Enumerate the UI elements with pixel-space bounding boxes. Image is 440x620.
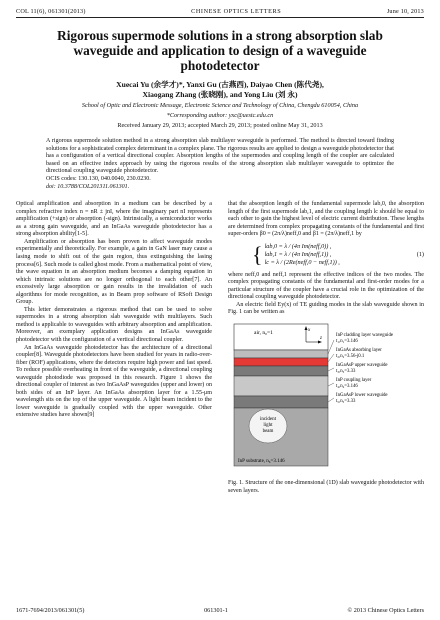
equation-brace: { xyxy=(252,242,263,268)
author-list xyxy=(16,80,424,100)
paragraph: An electric field Ey(x) of TE guiding modes in the slab waveguide shown in Fig. 1 can be written as xyxy=(228,301,424,316)
incident-label: beam xyxy=(262,428,274,434)
leader-line xyxy=(328,354,334,362)
waveguide-structure-diagram xyxy=(228,322,424,474)
page-number: 061301-1 xyxy=(204,607,228,614)
z-axis-label: z xyxy=(320,335,322,341)
layer-ingaasp-upper xyxy=(234,366,328,376)
incident-label: light xyxy=(263,422,273,428)
abstract xyxy=(46,138,394,191)
paper-title: Rigorous supermode solutions in a strong absorption slab waveguide and application to design of a waveguide photodetector xyxy=(57,28,383,73)
layer-name: InGaAs absorbing layer xyxy=(336,347,382,353)
layer-ingaas-absorber xyxy=(234,358,328,366)
figure-1 xyxy=(228,322,424,494)
paragraph: Optical amplification and absorption in a medium can be described by a complex refractive index n = nR ± jnI, where the imaginary part nI represents amplification (+sign) or absorption (-sign). Intrinsically, a semiconductor works as a strong gain waveguide, and an InGaAs waveguide photodetector has a strong absorption ability[1-5]. xyxy=(16,201,212,238)
received-dates: Received January 29, 2013; accepted March 29, 2013; posted online May 31, 2013 xyxy=(117,122,323,129)
layer-params: t₄,n₄=3.146 xyxy=(336,383,358,389)
layer-inp-cladding xyxy=(234,350,328,358)
issn: 1671-7694/2013/061301(5) xyxy=(16,607,85,614)
journal-volume: COL 11(6), 061301(2013) xyxy=(16,8,86,15)
air-region xyxy=(234,324,328,350)
equation-number: (1) xyxy=(416,251,424,259)
paragraph: where neff,0 and neff,1 represent the effective indices of the two modes. The complex propagating constants of the fundamental and first-order modes for a particular structure of the coupler have a crucial role in the optimization of the directional coupling waveguide photodetector. xyxy=(228,271,424,301)
layer-inp-coupling xyxy=(234,376,328,396)
ocis-codes: OCIS codes: 130.130, 040.0040, 230.0230. xyxy=(46,175,151,182)
doi xyxy=(46,184,394,192)
leader-line xyxy=(328,383,334,386)
running-header xyxy=(16,8,424,18)
authors-line-1: Xuecai Yu (余学才)*, Yanxi Gu (古燕西), Daiyao Chen (陈代尧), xyxy=(116,80,324,89)
equation-line: lab,1 = λ / (4π Im(neff,1)) , xyxy=(264,251,332,259)
abstract-text: A rigorous supermode solution method in a strong absorption slab multilayer waveguide is performed. The method is directed toward finding solutions for a sophisticated complex determinant in a complex plane. The rigorous results are applied to design a waveguide photodetector that has a configuration of a vertical directional coupler. Absorption lengths of the supermodes and coupling length of the coupler are calculated based on an effective index approach by using the rigorous results of the strong absorption slab multilayer waveguide to optimize the directional coupling waveguide photodetector. xyxy=(46,138,394,175)
affiliation: School of Optic and Electronic Message, Electronic Science and Technology of China, Chengdu 610054, China xyxy=(81,102,359,109)
layer-params: t₅,n₅=3.33 xyxy=(336,398,356,404)
layer-ingaasp-lower xyxy=(234,396,328,408)
leader-line xyxy=(328,398,334,402)
air-label: air, n₀=1 xyxy=(254,329,273,336)
equation-lines xyxy=(265,243,340,268)
equation-line: lab,0 = λ / (4π Im(neff,0)) , xyxy=(264,242,332,250)
layer-params: t₃,n₃=3.33 xyxy=(336,368,356,374)
equation-line: lc = λ / (2Re(neff,0 − neff,1)) , xyxy=(264,259,340,267)
substrate-label: InP substrate, n₆=3.146 xyxy=(238,458,285,464)
page-footer xyxy=(16,607,424,614)
layer-params: t₂,n₂=3.56-j0.1 xyxy=(336,353,365,359)
leader-line xyxy=(328,340,334,354)
equation-1 xyxy=(228,243,424,268)
layer-name: InGaAsP lower waveguide xyxy=(336,392,388,398)
layer-name: InP cladding layer waveguide xyxy=(336,332,393,338)
leader-line xyxy=(328,368,334,371)
incident-label: incident xyxy=(259,416,277,422)
copyright: © 2013 Chinese Optics Letters xyxy=(347,607,424,614)
layer-name: InP coupling layer xyxy=(336,377,372,383)
left-column xyxy=(16,201,212,474)
paragraph: that the absorption length of the fundamental supermode lab,0, the absorption length of the first supermode lab,1, and the coupling length lc should be equal to each other to gain the highest level of electric current distribution. These lengths are determined from complex propagating constants of the fundamental and first super-orders β0 = (2π/λ)neff,0 and β1 = (2π/λ)neff,1 by xyxy=(228,201,424,238)
x-axis-label: x xyxy=(308,327,311,333)
paragraph: Amplification or absorption has been proven to affect waveguide modes experimentally and theoretically. For example, a gain in GaN laser may cause a lasing mode to shift out of the gain region, thus extinguishing the lasing process[6]. Such mode is called ghost mode. From a mathematical point of view, the wave equation in an absorption medium becomes a damping equation in which intrinsic solutions are no longer orthogonal to each other[7]. An excessively large absorption or gain results in the invalidation of such algorithms for mode recognition, as in Beam prop software of RSoft Design Group. xyxy=(16,238,212,306)
paragraph: This letter demonstrates a rigorous method that can be used to solve supermodes in a strong absorption slab waveguide with multilayers. Such method is applicable to waveguides with arbitrary absorption and amplification. Moreover, an exemplary application designs an InGaAs waveguide photodetector with the configuration of a vertical directional coupler. xyxy=(16,306,212,343)
issue-date: June 10, 2013 xyxy=(386,8,424,15)
paragraph: An InGaAs waveguide photodetector has the architecture of a directional coupler[8]. Waveguide photodetectors have been studied for years in radio-over-fiber (ROF) applications, where the detectors require high power and fast speed. To reduce possible overheating in front of the waveguide, a directional coupling waveguide photodiode was proposed in this research. Figure 1 shows the directional coupler of interest as two InGaAsP waveguides (upper and lower) on both sides of an InP layer. An InGaAs absorption layer for a 1.55-μm wavelength sits on the top of the upper waveguide. A light beam incident to the lower waveguide is gradually coupled with the upper waveguide. Other extensive studies have shown[9] xyxy=(16,344,212,419)
authors-line-2: Xiaogang Zhang (张晓刚), and Yong Liu (刘 永) xyxy=(142,90,298,99)
layer-params: t₁,n₁=3.146 xyxy=(336,338,358,344)
figure-caption: Fig. 1. Structure of the one-dimensional (1D) slab waveguide photodetector with seven layers. xyxy=(228,480,424,494)
doi-text: doi: 10.3788/COL201311.061301. xyxy=(46,183,130,190)
body-columns xyxy=(16,201,424,494)
corresponding-author: *Corresponding author: yxc@uestc.edu.cn xyxy=(166,112,274,119)
layer-name: InGaAsP upper waveguide xyxy=(336,362,388,368)
right-column xyxy=(228,201,424,494)
journal-name: CHINESE OPTICS LETTERS xyxy=(191,8,282,15)
